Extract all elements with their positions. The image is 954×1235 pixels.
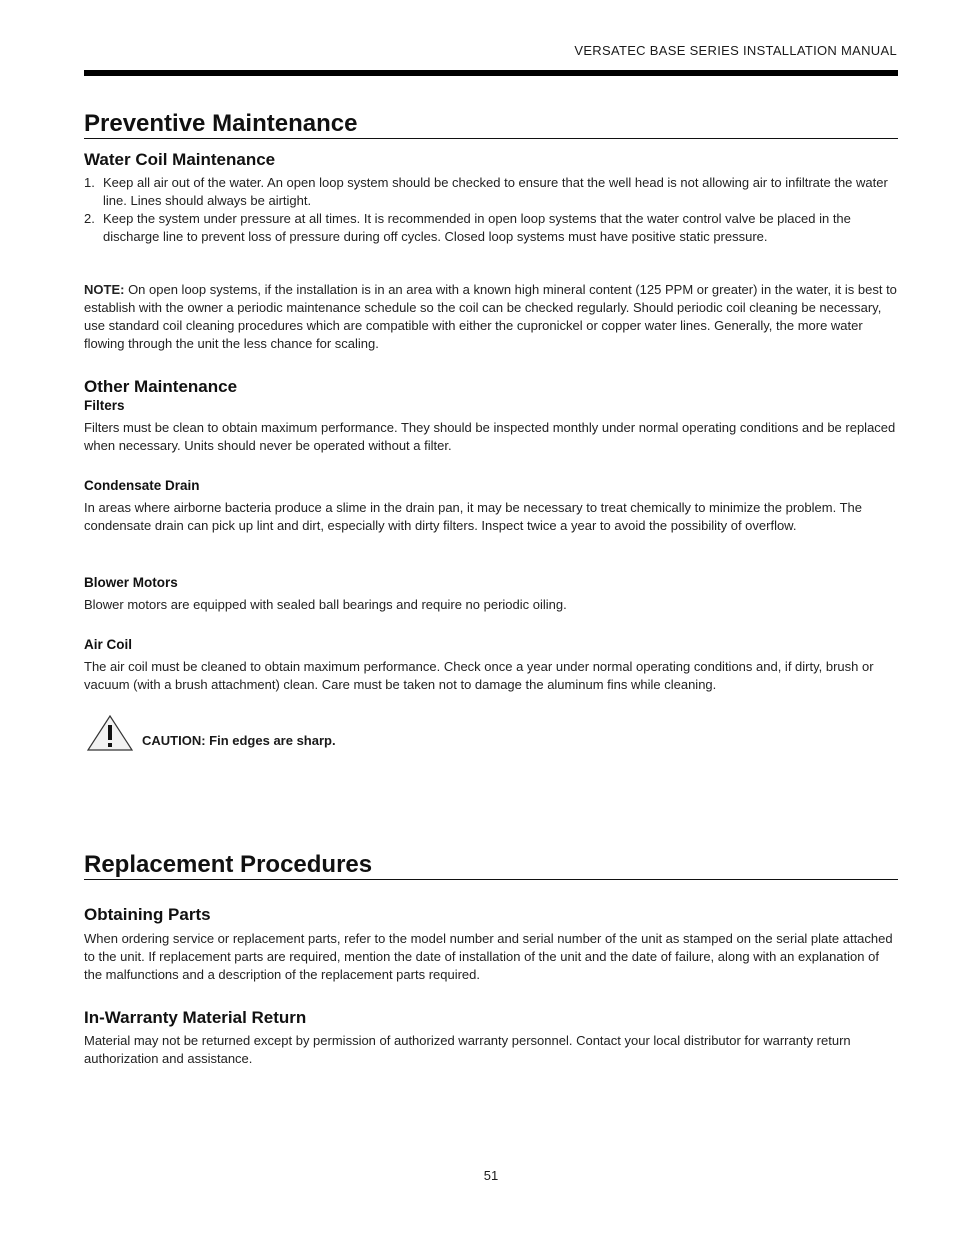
- replacement-section: [84, 851, 898, 880]
- caution-callout: [86, 714, 336, 757]
- list-item-number: 2.: [84, 211, 95, 226]
- list-item-text: Keep all air out of the water. An open loop system should be checked to ensure that the well head is not allowing air to infiltrate the water line. Lines should always be airtight.: [103, 175, 888, 208]
- warning-triangle-icon: [86, 714, 134, 757]
- obtaining-parts-paragraph: [84, 930, 898, 984]
- blower-motors-text: Blower motors are equipped with sealed ball bearings and require no periodic oiling.: [84, 597, 567, 612]
- air-coil-block: [84, 636, 898, 654]
- other-maintenance-section: [84, 377, 898, 415]
- obtaining-parts-text: When ordering service or replacement parts, refer to the model number and serial number of the unit as stamped on the serial plate attached to the unit. If replacement parts are required, mention the date of installation of the unit and the date of failure, along with an explanation of the malfunctions and a description of the replacement parts required.: [84, 931, 893, 982]
- warranty-paragraph: [84, 1032, 898, 1068]
- heading-condensate-drain: Condensate Drain: [84, 478, 200, 493]
- section-title-preventive: Preventive Maintenance: [84, 110, 898, 139]
- warranty-text: Material may not be returned except by permission of authorized warranty personnel. Contact your local distributor for warranty return authorization and assistance.: [84, 1033, 851, 1066]
- heading-blower-motors: Blower Motors: [84, 575, 178, 590]
- subsection-title-obtaining-parts: Obtaining Parts: [84, 905, 211, 924]
- air-coil-text: The air coil must be cleaned to obtain maximum performance. Check once a year under normal operating conditions and, if dirty, brush or vacuum (with a brush attachment) clean. Care must be taken not to damage the aluminum fins while cleaning.: [84, 659, 874, 692]
- numbered-list: [84, 174, 898, 246]
- list-item-number: 1.: [84, 175, 95, 190]
- header-rule: [84, 70, 898, 76]
- section-title-replacement: Replacement Procedures: [84, 851, 898, 880]
- filters-text: Filters must be clean to obtain maximum performance. They should be inspected monthly under normal operating conditions and be replaced when necessary. Units should never be operated without a filter.: [84, 420, 896, 453]
- air-coil-paragraph: [84, 658, 898, 694]
- list-item: [84, 210, 898, 246]
- note-text: On open loop systems, if the installation is in an area with a known high mineral content (125 PPM or greater) in the water, it is best to establish with the owner a periodic maintenance schedule so the coil can be checked regularly. Should periodic coil cleaning be necessary, use standard coil cleaning procedures which are compatible with either the cupronickel or copper water lines. Generally, the more water flowing through the unit the less chance for scaling.: [84, 282, 897, 351]
- obtaining-parts-block: [84, 905, 898, 925]
- preventive-section: [84, 110, 898, 139]
- subsection-title-warranty: In-Warranty Material Return: [84, 1008, 307, 1027]
- heading-air-coil: Air Coil: [84, 637, 133, 652]
- subsection-title-other: Other Maintenance: [84, 377, 238, 396]
- note-paragraph: [84, 281, 898, 353]
- condensate-drain-paragraph: [84, 499, 898, 535]
- caution-text: CAUTION: Fin edges are sharp.: [142, 733, 336, 748]
- note-label: NOTE:: [84, 282, 125, 297]
- subsection-title-water-coil: Water Coil Maintenance: [84, 150, 276, 169]
- list-item-text: Keep the system under pressure at all times. It is recommended in open loop systems that the water control valve be placed in the discharge line to prevent loss of pressure during off cycles. Closed loop systems must have positive static pressure.: [103, 211, 851, 244]
- list-item: [84, 174, 898, 210]
- condensate-drain-text: In areas where airborne bacteria produce a slime in the drain pan, it may be necessary to treat chemically to minimize the problem. The condensate drain can pick up lint and dirt, especially with dirty filters. Inspect twice a year to avoid the possibility of overflow.: [84, 500, 862, 533]
- warranty-block: [84, 1008, 898, 1028]
- heading-filters: Filters: [84, 398, 125, 413]
- water-coil-section: [84, 150, 898, 170]
- blower-motors-block: [84, 574, 898, 592]
- page-number: 51: [483, 1168, 499, 1183]
- running-header: VERSATEC BASE SERIES INSTALLATION MANUAL: [574, 43, 897, 58]
- condensate-drain-block: [84, 477, 898, 495]
- filters-paragraph: [84, 419, 898, 455]
- blower-motors-paragraph: [84, 596, 898, 614]
- water-coil-list: [84, 174, 898, 246]
